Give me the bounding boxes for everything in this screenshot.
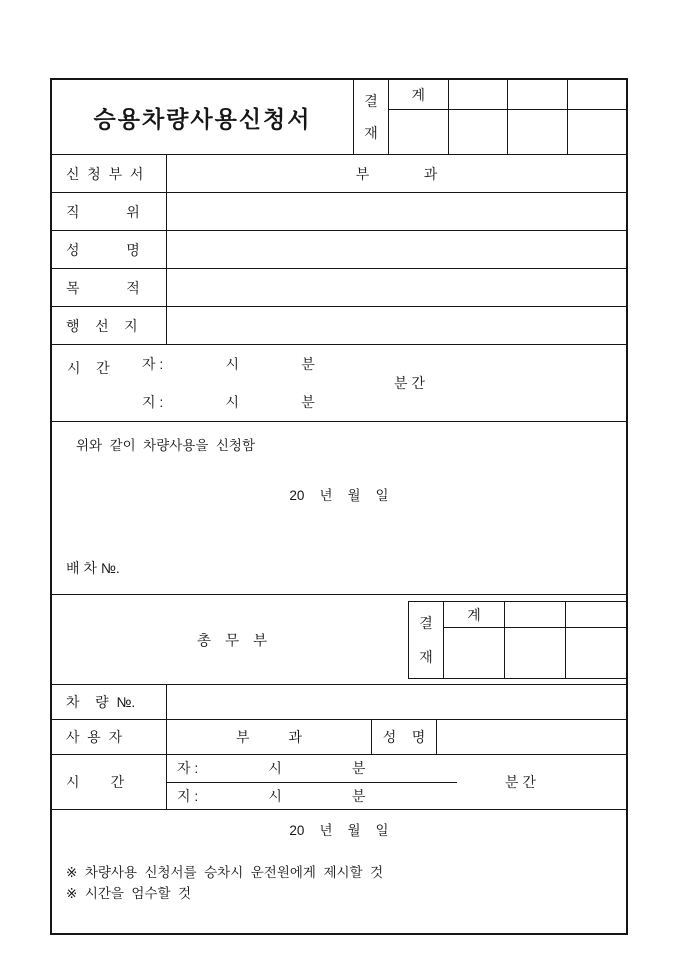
application-form-sheet [50, 78, 628, 935]
row-time [52, 345, 626, 422]
row-destination [52, 307, 626, 345]
field-value-name [167, 231, 626, 268]
approval-grid-bottom-row [388, 110, 626, 154]
dispatch-number-label: 배 차 №. [66, 560, 120, 576]
time2-lines [167, 755, 457, 809]
vehicle-number-value [167, 685, 626, 719]
header-row [52, 80, 626, 155]
field-label-department: 신 청 부 서 [52, 155, 167, 192]
field-label-destination: 행 선 지 [52, 307, 167, 344]
user-department: 부 과 [167, 720, 372, 754]
user-label: 사 용 자 [52, 720, 167, 754]
approval2-cell [504, 628, 565, 678]
approval-cell [507, 80, 567, 109]
time2-duration: 분 간 [505, 774, 536, 790]
approval2-cell-gye: 계 [443, 602, 504, 627]
field-value-position [167, 193, 626, 230]
field-value-destination [167, 307, 626, 344]
footer-notes [66, 862, 383, 904]
application-date: 20 년 월 일 [289, 488, 389, 503]
approval-label-cell [353, 80, 388, 154]
field-label-name: 성 명 [52, 231, 167, 268]
row-user [52, 720, 626, 755]
time-from: 자 : 시 분 [142, 356, 315, 372]
approval2-cell [504, 602, 565, 627]
time2-from: 자 : 시 분 [167, 755, 457, 783]
row-vehicle-number [52, 685, 626, 720]
time-label: 시 간 [67, 360, 110, 376]
approval-label-top: 결 [364, 93, 378, 109]
approval2-grid-bottom-row [443, 628, 626, 678]
title-cell [52, 80, 353, 154]
time-lines [142, 345, 315, 421]
approval-cell [448, 110, 508, 154]
approval-label-bottom: 재 [364, 125, 378, 141]
field-label-position: 직 위 [52, 193, 167, 230]
row-position [52, 193, 626, 231]
statement-section [52, 422, 626, 595]
general-affairs-section [52, 595, 626, 685]
approval2-label-cell [409, 602, 443, 678]
approval-cell [388, 110, 448, 154]
approval-box-2 [408, 601, 626, 679]
field-value-department: 부 과 [355, 165, 438, 182]
approval2-cell [443, 628, 504, 678]
field-label-purpose: 목 적 [52, 269, 167, 306]
general-affairs-label: 총 무 부 [197, 633, 270, 649]
field-value-purpose [167, 269, 626, 306]
approval-grid [388, 80, 626, 154]
user-name-value [437, 720, 626, 754]
time-to: 지 : 시 분 [142, 394, 315, 410]
note-line-2: ※ 시간을 엄수할 것 [66, 886, 192, 901]
approval-cell [448, 80, 508, 109]
approval2-label-top: 결 [419, 615, 433, 631]
row-purpose [52, 269, 626, 307]
row-department [52, 155, 626, 193]
approval2-grid-top-row [443, 602, 626, 628]
approval2-label-bottom: 재 [419, 649, 433, 665]
note-line-1: ※ 차량사용 신청서를 승차시 운전원에게 제시할 것 [66, 865, 384, 880]
statement-text: 위와 같이 차량사용을 신청함 [76, 438, 255, 453]
approval-cell-gye: 계 [388, 80, 448, 109]
page-title: 승용차량사용신청서 [93, 105, 312, 132]
footer-section [52, 810, 626, 933]
vehicle-number-label: 차 량 №. [52, 685, 167, 719]
time-duration: 분 간 [394, 375, 425, 391]
approval-cell [567, 110, 627, 154]
approval2-grid [443, 602, 626, 678]
approval-cell [567, 80, 627, 109]
approval2-cell [565, 628, 626, 678]
approval-cell [507, 110, 567, 154]
approval2-cell [565, 602, 626, 627]
user-name-label: 성 명 [372, 720, 437, 754]
time2-to: 지 : 시 분 [177, 787, 366, 804]
footer-date: 20 년 월 일 [289, 823, 389, 838]
row-time-2 [52, 755, 626, 810]
approval-grid-top-row [388, 80, 626, 110]
time2-label: 시 간 [52, 755, 167, 809]
row-name [52, 231, 626, 269]
